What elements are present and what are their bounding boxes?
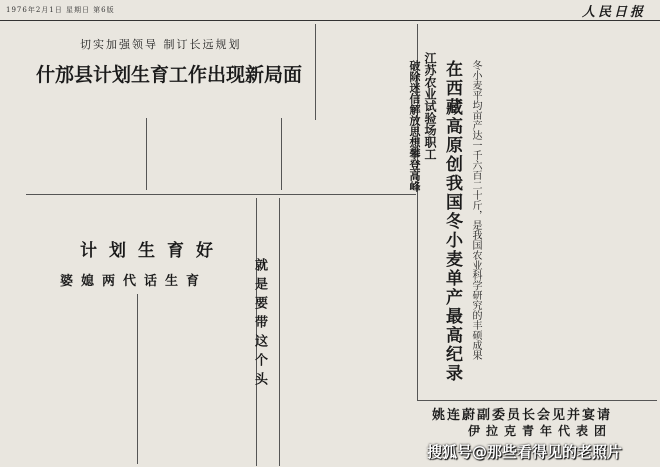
section-divider <box>417 400 657 401</box>
column-divider <box>281 118 282 190</box>
newspaper-masthead: 人民日报 <box>581 5 646 20</box>
section-divider <box>26 194 416 195</box>
bottom-right-subhead: 伊拉克青年代表团 <box>468 424 613 438</box>
right-kicker: 江苏农业试验场职工 <box>423 52 437 160</box>
sub-article-body <box>140 294 260 464</box>
page-date: 1976年2月1日 星期日 第6版 <box>6 6 115 14</box>
sub-article-subhead: 婆媳两代话生育 <box>60 274 208 289</box>
watermark: 搜狐号@那些看得见的老照片 <box>427 443 623 461</box>
column-divider <box>315 24 316 120</box>
column-divider <box>137 294 138 464</box>
sub-article-body <box>24 294 136 464</box>
main-article-headline: 什邡县计划生育工作出现新局面 <box>36 64 303 86</box>
sub-article-headline: 计划生育好 <box>80 241 225 261</box>
right-article-body <box>498 28 650 398</box>
right-main-headline: 在西藏高原创我国冬小麦单产最高纪录 <box>442 60 462 383</box>
main-article-body <box>32 96 148 188</box>
main-article-body <box>318 24 414 116</box>
main-article-kicker: 切实加强领导 制订长远规划 <box>80 38 242 51</box>
column-divider <box>279 198 280 466</box>
right-kicker: 破除迷信解放思想攀登高峰 <box>408 60 421 192</box>
right-subhead: 冬小麦平均亩产达一千六百二十斤，是我国农业科学研究的丰硕成果 <box>470 60 481 360</box>
column-piece-headline: 就是要带这个头 <box>252 258 267 391</box>
bottom-right-headline: 姚连蔚副委员长会见并宴请 <box>432 408 613 423</box>
column-piece-body <box>282 200 412 466</box>
main-article-body <box>152 118 280 190</box>
column-divider <box>146 118 147 190</box>
page-header <box>0 0 660 21</box>
main-article-body <box>284 118 414 190</box>
sub-article-body <box>148 200 258 288</box>
